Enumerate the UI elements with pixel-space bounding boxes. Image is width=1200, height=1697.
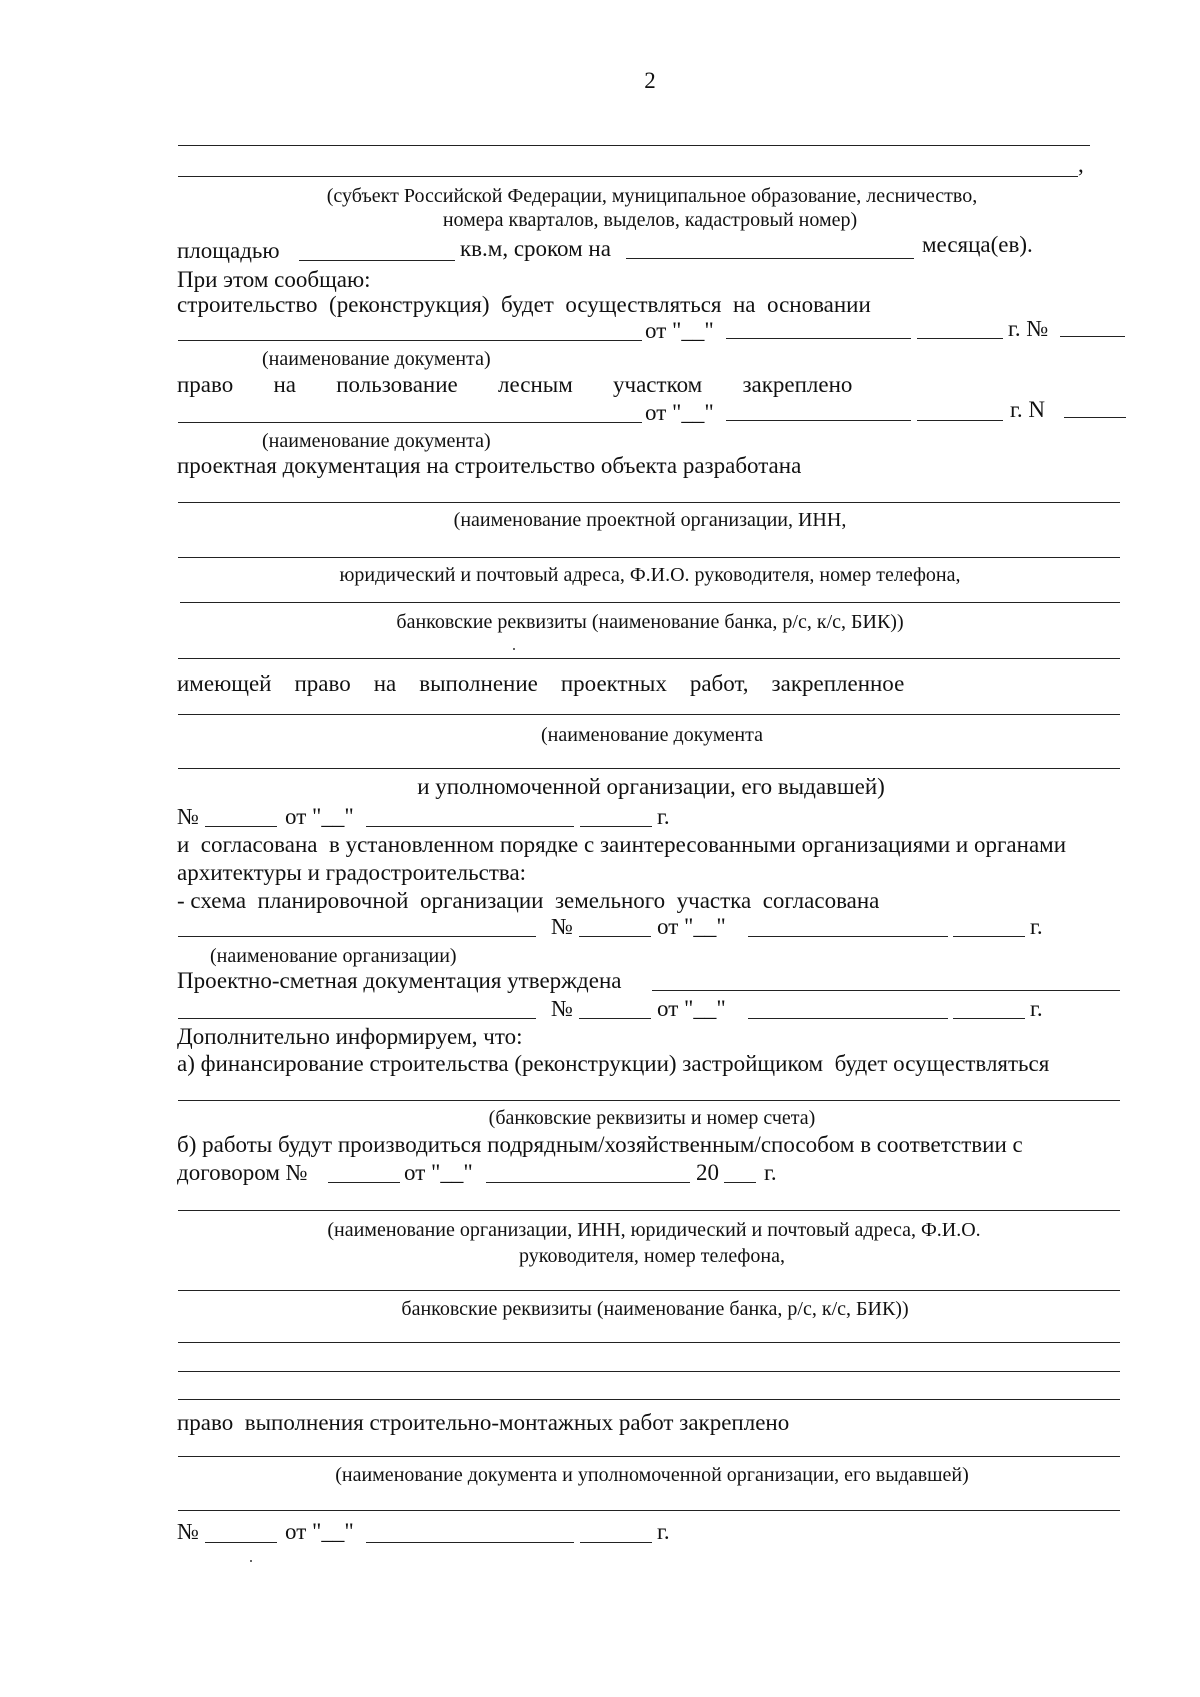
trailing-comma: , [1078,152,1084,177]
design-estimate: Проектно-сметная документация утверждена [177,968,622,993]
caption-doc-open: (наименование документа [541,724,763,746]
doc-name-blank [178,422,642,423]
date-month-blank [748,1018,948,1019]
blank-line [178,658,1120,659]
additional-info: Дополнительно информируем, что: [177,1024,523,1049]
report-intro: При этом сообщаю: [177,267,371,292]
date-month-blank [726,338,911,339]
caption-contractor-2: руководителя, номер телефона, [519,1245,785,1267]
date-from: от "__" [645,400,714,425]
construction-basis: строительство (реконструкция) будет осуществляться на основании [177,292,871,317]
year-g: г. [657,804,670,829]
from-short: от "__" [657,914,726,939]
year-g: г. [764,1160,777,1185]
year-n: г. N [1010,397,1045,422]
scheme-line: - схема планировочной организации земельного участка согласована [177,888,880,913]
number-blank [1060,336,1125,337]
caption-doc-name: (наименование документа) [262,430,491,452]
page-number: 2 [644,68,656,93]
org-blank [178,1018,536,1019]
contract-no: договором № [177,1160,308,1185]
number-blank [328,1182,400,1183]
area-label: площадью [177,238,280,263]
months-label: месяца(ев). [922,232,1033,257]
caption-bank: банковские реквизиты (наименование банка, р/с, к/с, БИК)) [396,611,904,633]
caption-org: (наименование организации) [210,945,457,967]
blank-line [178,1399,1120,1400]
blank-line [178,1290,1120,1291]
approver-blank [652,990,1120,991]
blank-line [178,176,1078,177]
from-short: от "__" [657,996,726,1021]
date-month-blank [366,1542,574,1543]
blank-line [178,1342,1120,1343]
number-blank [579,1018,651,1019]
from-short: от "__" [285,804,354,829]
caption-subject-2: номера кварталов, выделов, кадастровый номер) [442,209,858,231]
caption-bank-account: (банковские реквизиты и номер счета) [488,1107,816,1129]
no-sign: № [551,914,573,939]
number-blank [579,936,651,937]
year-digits-blank [724,1182,756,1183]
caption-doc-issuer: (наименование документа и уполномоченной организации, его выдавшей) [335,1464,969,1486]
year-20: 20 [696,1160,719,1185]
blank-line [178,1510,1120,1511]
date-year-blank [580,1542,652,1543]
project-docs: проектная документация на строительство объекта разработана [177,453,802,478]
date-from: от "__" [645,318,714,343]
speck [513,648,515,650]
year-g: г. [1030,996,1043,1021]
blank-line [180,602,1120,603]
year-g: г. [657,1519,670,1544]
org-blank [178,936,536,937]
blank-line [178,714,1120,715]
date-year-blank [953,1018,1025,1019]
number-blank [1064,417,1126,418]
architecture: архитектуры и градостроительства: [177,860,527,885]
no-sign: № [177,1519,199,1544]
blank-line [178,145,1090,146]
no-sign: № [177,804,199,829]
caption-bank: банковские реквизиты (наименование банка, р/с, к/с, БИК)) [401,1298,909,1320]
blank-line [178,1100,1120,1101]
from-short: от "__" [404,1160,473,1185]
date-year-blank [917,420,1003,421]
number-blank [205,1542,277,1543]
no-sign: № [551,996,573,1021]
year-g: г. [1030,914,1043,939]
caption-issuer: и уполномоченной организации, его выдавшей) [417,774,885,799]
months-blank [626,258,914,259]
date-month-blank [366,826,574,827]
date-month-blank [748,936,948,937]
blank-line [178,502,1120,503]
forest-right: право на пользование лесным участком закреплено [177,372,853,397]
area-blank [299,260,455,261]
blank-line [178,768,1120,769]
caption-doc-name: (наименование документа) [262,348,491,370]
date-month-blank [486,1182,690,1183]
area-unit: кв.м, сроком на [460,236,611,261]
blank-line [178,557,1120,558]
date-year-blank [580,826,652,827]
blank-line [178,1371,1120,1372]
blank-line [178,1456,1120,1457]
caption-contractor-1: (наименование организации, ИНН, юридический и почтовый адреса, Ф.И.О. [327,1219,981,1241]
caption-subject-1: (субъект Российской Федерации, муниципальное образование, лесничество, [326,185,978,207]
date-year-blank [917,338,1003,339]
caption-proj-org: (наименование проектной организации, ИНН, [453,509,847,531]
financing: а) финансирование строительства (реконструкции) застройщиком будет осуществляться [177,1051,1050,1076]
from-short: от "__" [285,1519,354,1544]
doc-name-blank [178,340,642,341]
works-line: б) работы будут производиться подрядным/хозяйственным/способом в соответствии с [177,1132,1023,1157]
date-year-blank [953,936,1025,937]
having-right: имеющей право на выполнение проектных работ, закрепленное [177,671,905,696]
year-no: г. № [1008,316,1049,341]
date-month-blank [726,420,911,421]
blank-line [178,1210,1120,1211]
number-blank [205,826,277,827]
speck [250,1560,252,1562]
caption-address: юридический и почтовый адреса, Ф.И.О. руководителя, номер телефона, [339,564,961,586]
approved-line: и согласована в установленном порядке с заинтересованными организациями и органами [177,832,1067,857]
construction-right: право выполнения строительно-монтажных работ закреплено [177,1410,790,1435]
